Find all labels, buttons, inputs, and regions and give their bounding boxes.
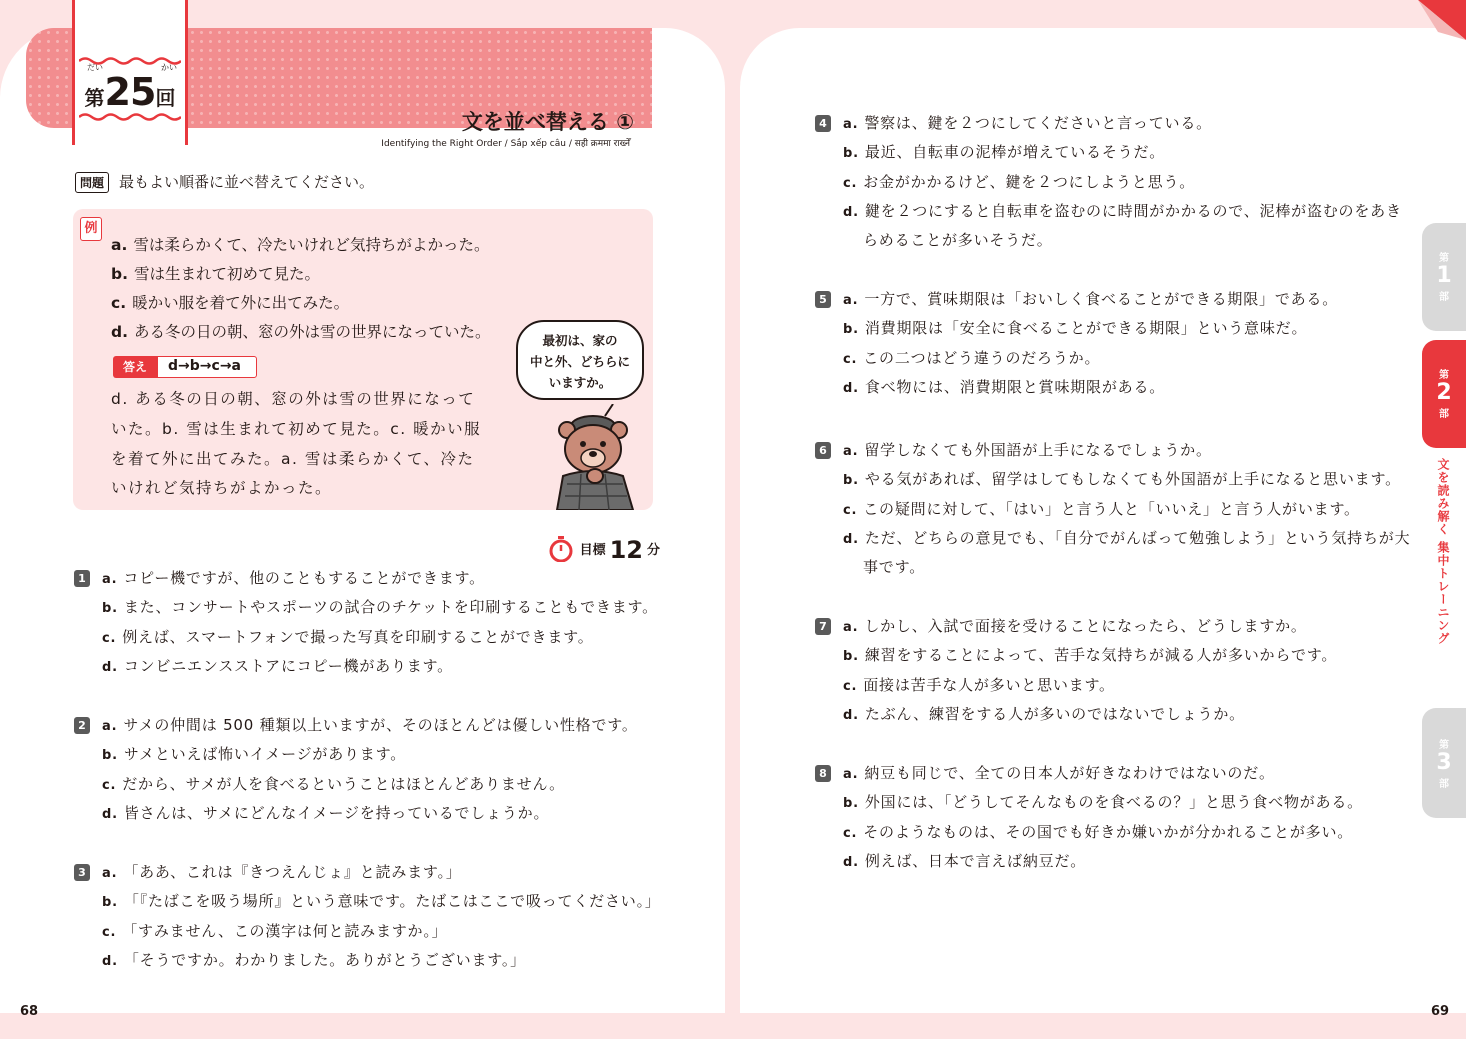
question-item: a. コピー機ですが、他のこともすることができます。	[102, 569, 485, 587]
example-item: b. 雪は生まれて初めて見た。	[111, 265, 320, 283]
question-item: d. コンビニエンスストアにコピー機があります。	[102, 656, 453, 675]
question-item: b. 練習をすることによって、苦手な気持ちが減る人が多いからです。	[843, 646, 1338, 665]
question-item: d. ただ、どちらの意見でも、「自分でがんばって勉強しよう」という気持ちが大	[843, 528, 1411, 547]
question-item: d. 食べ物には、消費期限と賞味期限がある。	[843, 377, 1166, 396]
lesson-prefix: 第	[84, 86, 105, 110]
question-item: a. サメの仲間は 500 種類以上いますが、そのほとんどは優しい性格です。	[102, 716, 638, 734]
lesson-suffix: 回	[155, 86, 176, 110]
page-number-right: 69	[1431, 1004, 1450, 1019]
tab-part-2[interactable]: 第 2 部	[1422, 340, 1466, 448]
question-item: b. 外国には、「どうしてそんなものを食べるの？」と思う食べ物がある。	[843, 793, 1363, 812]
question-item: b. やる気があれば、留学はしてもしなくても外国語が上手になると思います。	[843, 470, 1401, 489]
mondai-badge: 問題	[75, 172, 109, 193]
question-number: 3	[74, 864, 90, 881]
question-item: c. 面接は苦手な人が多いと思います。	[843, 675, 1115, 694]
question-item: d. 皆さんは、サメにどんなイメージを持っているでしょうか。	[102, 803, 550, 822]
target-value: 12	[609, 536, 643, 564]
target-time	[548, 536, 660, 564]
example-paragraph-line: いた。b. 雪は生まれて初めて見た。c. 暖かい服	[111, 420, 482, 438]
target-unit: 分	[647, 543, 661, 558]
stopwatch-icon	[548, 536, 574, 562]
question-item: d. 鍵を２つにすると自転車を盗むのに時間がかかるので、泥棒が盗むのをあき	[843, 201, 1402, 220]
question-item: c. この疑問に対して、「はい」と言う人と「いいえ」と言う人がいます。	[843, 499, 1360, 518]
question-item: a. 警察は、鍵を２つにしてくださいと言っている。	[843, 114, 1212, 132]
target-label: 目標	[579, 543, 606, 558]
question-item: らめることが多いそうだ。	[863, 231, 1053, 250]
page-corner-fold-icon	[1418, 0, 1466, 40]
lesson-number-box	[72, 0, 188, 145]
question-item: 事です。	[863, 558, 926, 577]
answer-label: 答え	[113, 356, 157, 378]
question-item: a. 留学しなくても外国語が上手になるでしょうか。	[843, 441, 1212, 459]
example-paragraph-line: d. ある冬の日の朝、窓の外は雪の世界になって	[111, 390, 476, 408]
question-number: 4	[815, 115, 831, 132]
question-item: b. また、コンサートやスポーツの試合のチケットを印刷することもできます。	[102, 598, 658, 617]
example-item: a. 雪は柔らかくて、冷たいけれど気持ちがよかった。	[111, 236, 490, 254]
page-number-left: 68	[20, 1004, 39, 1019]
example-item: c. 暖かい服を着て外に出てみた。	[111, 294, 350, 312]
question-number: 8	[815, 765, 831, 782]
question-item: d. 「そうですか。わかりました。ありがとうございます。」	[102, 950, 526, 969]
question-item: d. たぶん、練習をする人が多いのではないでしょうか。	[843, 704, 1245, 723]
question-item: b. 「『たばこを吸う場所』という意味です。たばこはここで吸ってください。」	[102, 892, 661, 911]
tab-part-1[interactable]: 第 1 部	[1422, 223, 1466, 331]
detective-bear-icon	[543, 404, 643, 510]
question-item: b. 最近、自転車の泥棒が増えているそうだ。	[843, 143, 1166, 162]
question-number: 2	[74, 717, 90, 734]
section-title-vertical: 文を読み解く 集中トレーニング	[1436, 458, 1450, 646]
example-paragraph-line: を着て外に出てみた。a. 雪は柔らかくて、冷た	[111, 450, 475, 468]
tab-part-3[interactable]: 第 3 部	[1422, 708, 1466, 818]
unit-title: 文を並べ替える ①	[461, 110, 634, 134]
example-box	[73, 209, 653, 510]
answer-row	[113, 356, 257, 378]
ruby-kai: かい	[161, 63, 177, 72]
ruby-dai: だい	[87, 63, 103, 72]
example-item: d. ある冬の日の朝、窓の外は雪の世界になっていた。	[111, 323, 491, 341]
question-item: b. サメといえば怖いイメージがあります。	[102, 745, 407, 764]
question-item: a. 納豆も同じで、全ての日本人が好きなわけではないのだ。	[843, 764, 1275, 782]
question-item: b. 消費期限は「安全に食べることができる期限」という意味だ。	[843, 319, 1308, 338]
speech-bubble: 最初は、家の 中と外、どちらに いますか。	[516, 320, 644, 400]
question-item: d. 例えば、日本で言えば納豆だ。	[843, 851, 1087, 870]
question-number: 6	[815, 442, 831, 459]
question-item: c. 例えば、スマートフォンで撮った写真を印刷することができます。	[102, 627, 594, 646]
question-item: c. そのようなものは、その国でも好きか嫌いかが分かれることが多い。	[843, 822, 1354, 841]
instruction	[75, 171, 374, 193]
instruction-text: 最もよい順番に並べ替えてください。	[119, 173, 375, 191]
question-item: a. しかし、入試で面接を受けることになったら、どうしますか。	[843, 617, 1307, 635]
unit-subtitle: Identifying the Right Order / Sắp xếp câu / सही क्रममा राख्नेँ	[381, 139, 630, 149]
question-number: 1	[74, 570, 90, 587]
question-item: a. 「ああ、これは『きつえんじょ』と読みます。」	[102, 863, 462, 881]
question-item: c. 「すみません、この漢字は何と読みますか。」	[102, 921, 448, 940]
question-item: a. 一方で、賞味期限は「おいしく食べることができる期限」である。	[843, 290, 1339, 308]
question-item: c. だから、サメが人を食べるということはほとんどありません。	[102, 774, 565, 793]
wavy-line-icon	[79, 112, 181, 122]
answer-value: d→b→c→a	[157, 356, 257, 378]
question-item: c. お金がかかるけど、鍵を２つにしようと思う。	[843, 172, 1196, 191]
question-item: c. この二つはどう違うのだろうか。	[843, 348, 1101, 367]
question-number: 5	[815, 291, 831, 308]
lesson-number-value: 25	[104, 70, 156, 114]
lesson-number	[75, 63, 185, 114]
rei-badge: 例	[80, 217, 102, 241]
question-number: 7	[815, 618, 831, 635]
example-paragraph-line: いけれど気持ちがよかった。	[111, 479, 333, 497]
